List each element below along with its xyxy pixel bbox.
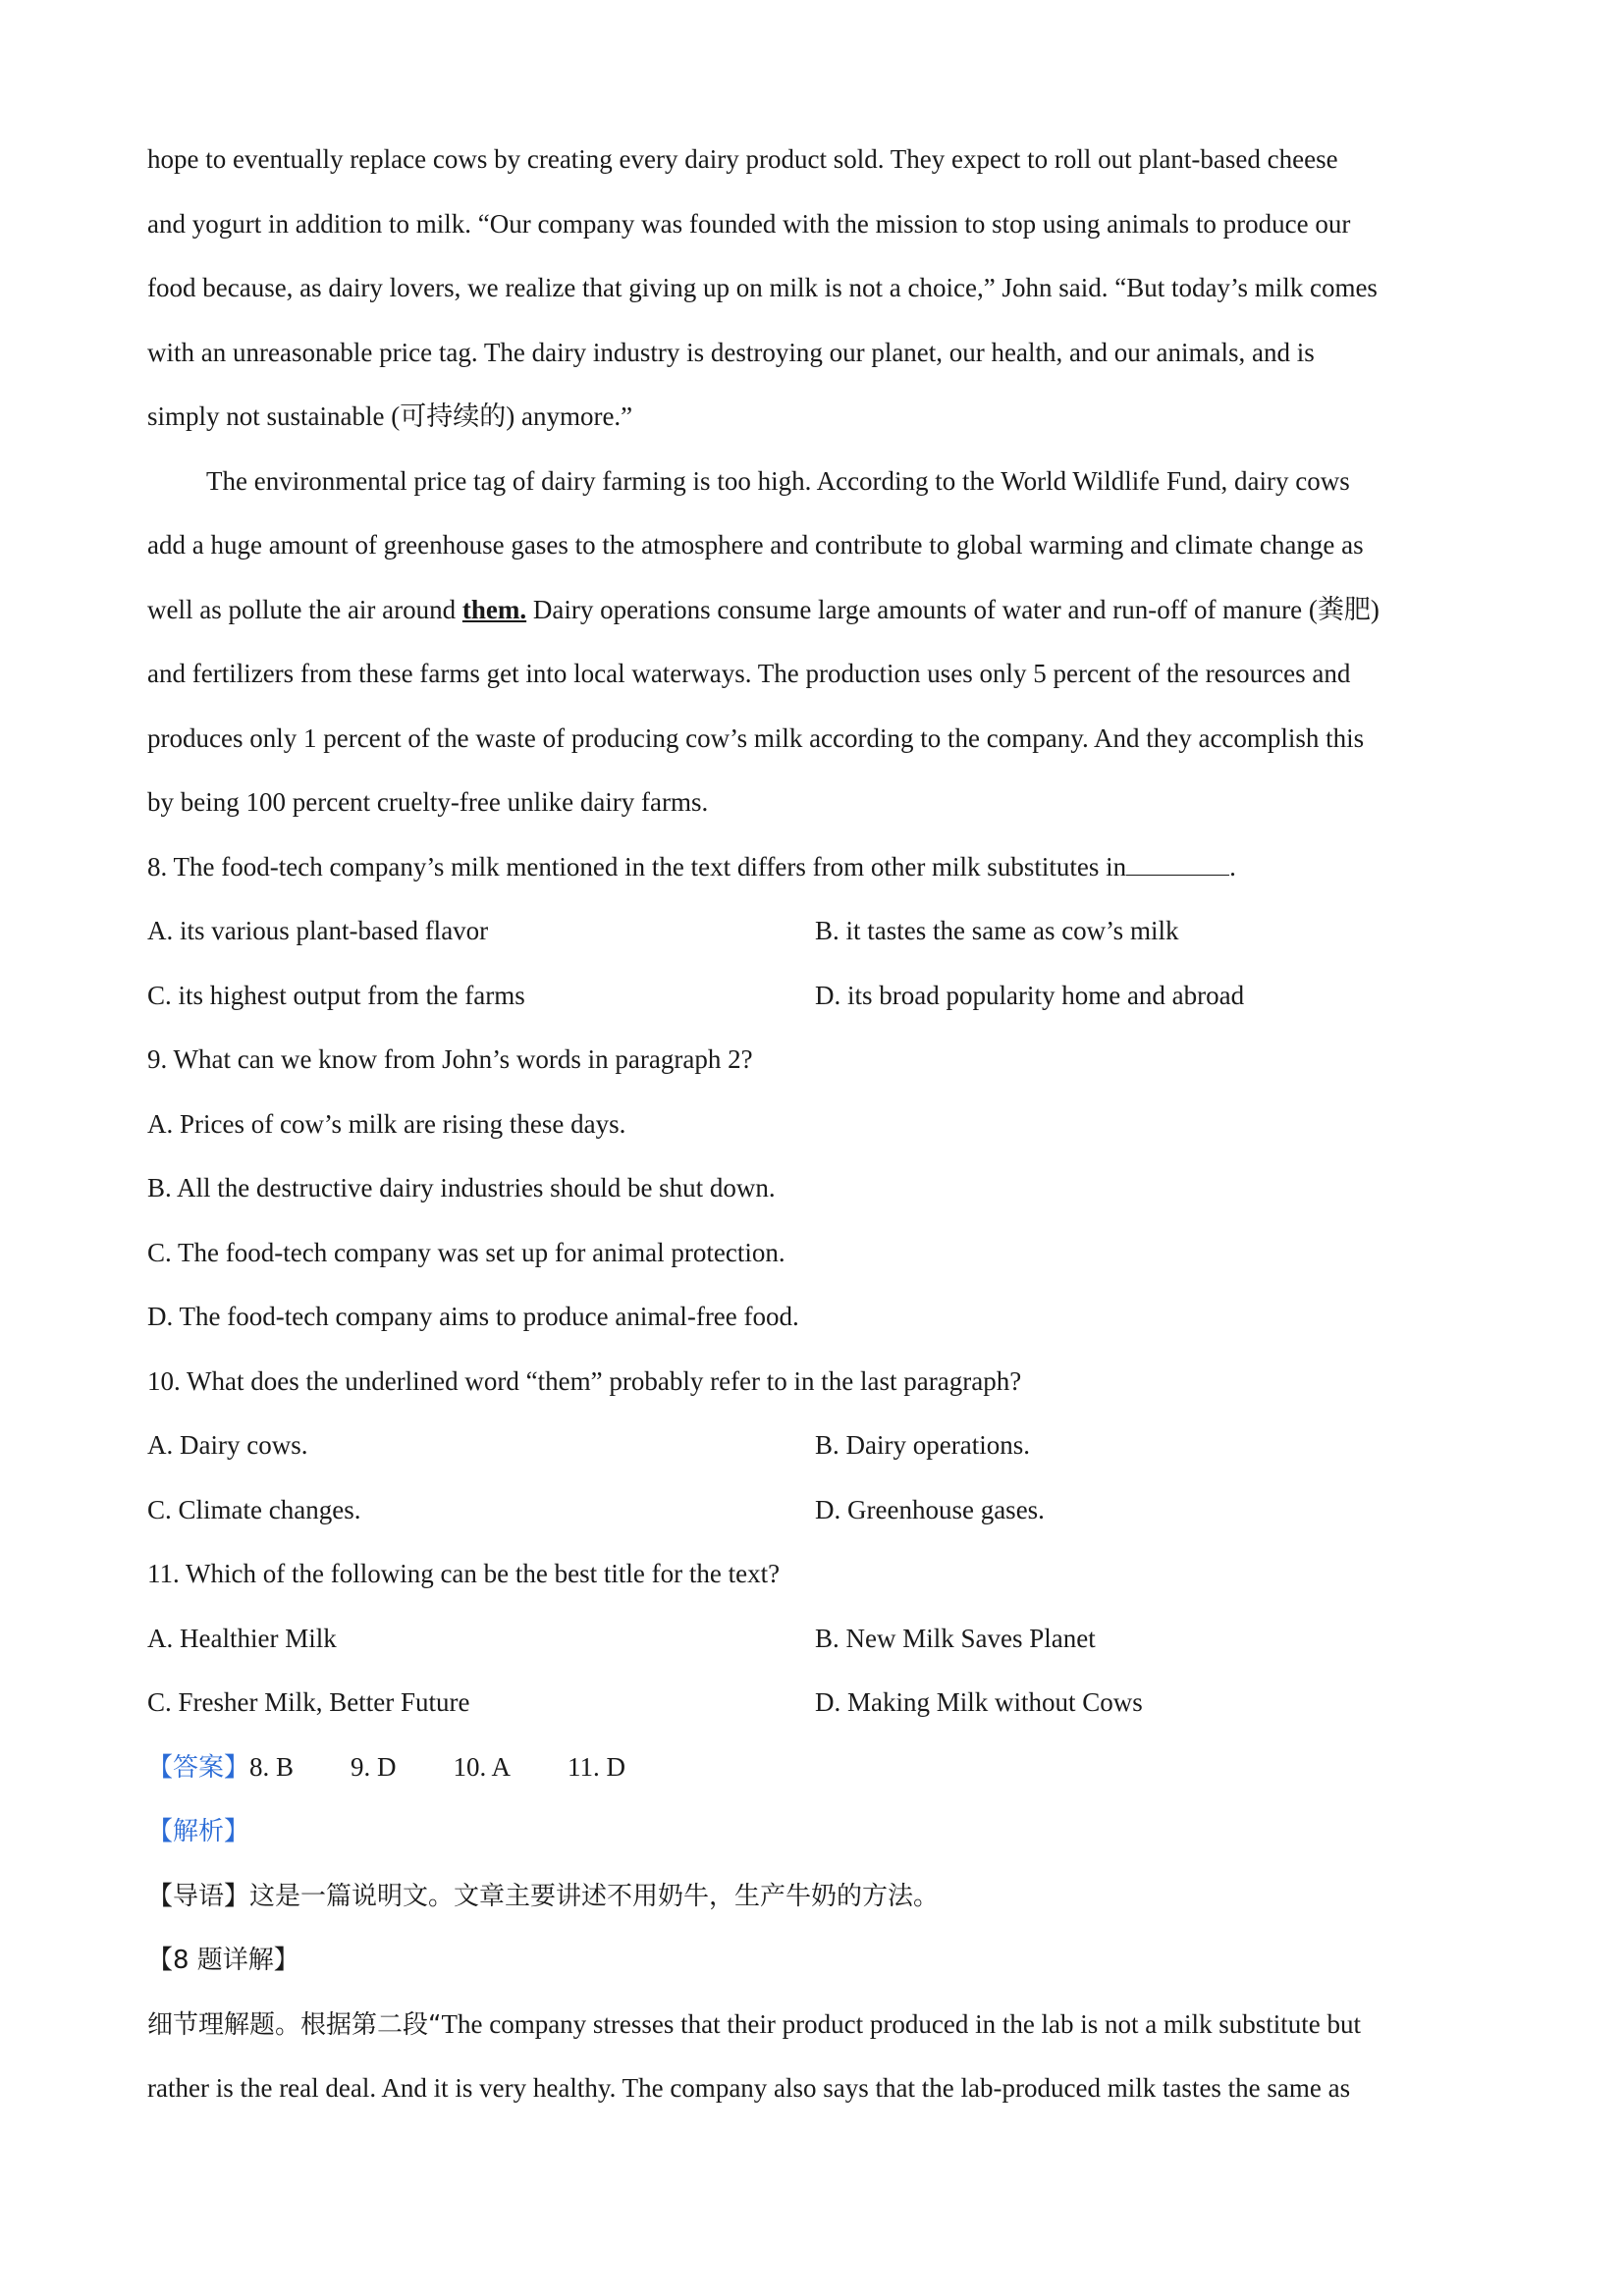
- passage-line: hope to eventually replace cows by creating every dairy product sold. They expect to roll out plant-based cheese: [147, 144, 1338, 174]
- option-d: D. Greenhouse gases.: [815, 1494, 1045, 1524]
- question-text: 8. The food-tech company’s milk mentioned in the text differs from other milk substitutes in: [147, 851, 1127, 881]
- q8-detail-label: 【8 题详解】: [147, 1946, 299, 1975]
- passage-line: with an unreasonable price tag. The dairy industry is destroying our planet, our health, and our animals, and is: [147, 337, 1315, 367]
- option-d: D. The food-tech company aims to produce animal-free food.: [147, 1302, 799, 1331]
- option-c: C. Fresher Milk, Better Future: [147, 1687, 470, 1717]
- passage-line: produces only 1 percent of the waste of producing cow’s milk according to the company. And they accomplish this: [147, 722, 1365, 753]
- analysis-q8-line: [147, 1993, 1477, 2057]
- analysis-q8-line: rather is the real deal. And it is very healthy. The company also says that the lab-produced milk tastes the same as: [147, 2073, 1351, 2103]
- passage-line: add a huge amount of greenhouse gases to the atmosphere and contribute to global warming and climate change as: [147, 530, 1364, 560]
- answer-blank: [1126, 851, 1229, 876]
- intro-text: 这是一篇说明文。文章主要讲述不用奶牛，生产牛奶的方法。: [249, 1881, 940, 1911]
- option-c: C. Climate changes.: [147, 1494, 361, 1524]
- passage-line: and fertilizers from these farms get into local waterways. The production uses only 5 percent of the resources and: [147, 659, 1351, 688]
- answer-8: 8. B: [249, 1751, 295, 1782]
- question-11-options-row: [147, 1607, 1477, 1672]
- passage-text: Dairy operations consume large amounts of water and run-off of manure (粪肥): [526, 594, 1380, 624]
- passage-text: well as pollute the air around: [147, 594, 457, 624]
- option-b: B. New Milk Saves Planet: [815, 1623, 1096, 1653]
- answer-9: 9. D: [351, 1751, 397, 1782]
- question-11-stem: 11. Which of the following can be the best title for the text?: [147, 1559, 781, 1588]
- option-d: D. Making Milk without Cows: [815, 1687, 1143, 1717]
- passage-line: food because, as dairy lovers, we realize that giving up on milk is not a choice,” John said. “But today’s milk comes: [147, 273, 1378, 302]
- answer-key: [147, 1735, 1477, 1800]
- option-b: B. Dairy operations.: [815, 1430, 1030, 1460]
- passage-line: simply not sustainable (可持续的) anymore.”: [147, 401, 633, 431]
- analysis-q8-heading: [147, 1928, 1477, 1993]
- option-b: B. it tastes the same as cow’s milk: [815, 916, 1179, 945]
- option-b: B. All the destructive dairy industries should be shut down.: [147, 1173, 776, 1202]
- answer-11: 11. D: [568, 1751, 626, 1782]
- analysis-intro: [147, 1864, 1477, 1929]
- passage-line: The environmental price tag of dairy farming is too high. According to the World Wildlife Fund, dairy cows: [206, 465, 1350, 496]
- passage-line: and yogurt in addition to milk. “Our company was founded with the mission to stop using animals to produce our: [147, 208, 1351, 239]
- intro-label: 【导语】: [147, 1881, 250, 1911]
- underlined-word-them: them.: [461, 594, 527, 624]
- question-10-stem: 10. What does the underlined word “them” probably refer to in the last paragraph?: [147, 1365, 1022, 1396]
- question-8-options-row: [147, 964, 1477, 1029]
- analysis-en-text: The company stresses that their product produced in the lab is not a milk substitute but: [441, 2008, 1362, 2039]
- question-8-options-row: [147, 899, 1477, 964]
- answer-label: 【答案】: [147, 1752, 250, 1783]
- analysis-cn-text: 细节理解题。根据第二段“: [147, 2009, 442, 2040]
- question-end: .: [1229, 851, 1236, 881]
- option-d: D. its broad popularity home and abroad: [815, 980, 1245, 1010]
- option-a: A. Dairy cows.: [147, 1430, 308, 1460]
- question-9-stem: 9. What can we know from John’s words in paragraph 2?: [147, 1044, 753, 1074]
- option-a: A. Prices of cow’s milk are rising these days.: [147, 1108, 626, 1139]
- option-c: C. The food-tech company was set up for animal protection.: [147, 1237, 785, 1267]
- option-c: C. its highest output from the farms: [147, 980, 525, 1010]
- analysis-heading: [147, 1799, 1477, 1864]
- analysis-label: 【解析】: [147, 1817, 250, 1846]
- question-8-stem: [147, 835, 1477, 900]
- question-10-options-row: [147, 1414, 1477, 1478]
- passage-line-underlined: [147, 578, 1477, 643]
- answer-10: 10. A: [453, 1751, 512, 1782]
- question-10-options-row: [147, 1478, 1477, 1543]
- question-11-options-row: [147, 1671, 1477, 1735]
- passage-line: by being 100 percent cruelty-free unlike dairy farms.: [147, 787, 709, 817]
- option-a: A. its various plant-based flavor: [147, 916, 489, 945]
- option-a: A. Healthier Milk: [147, 1623, 337, 1653]
